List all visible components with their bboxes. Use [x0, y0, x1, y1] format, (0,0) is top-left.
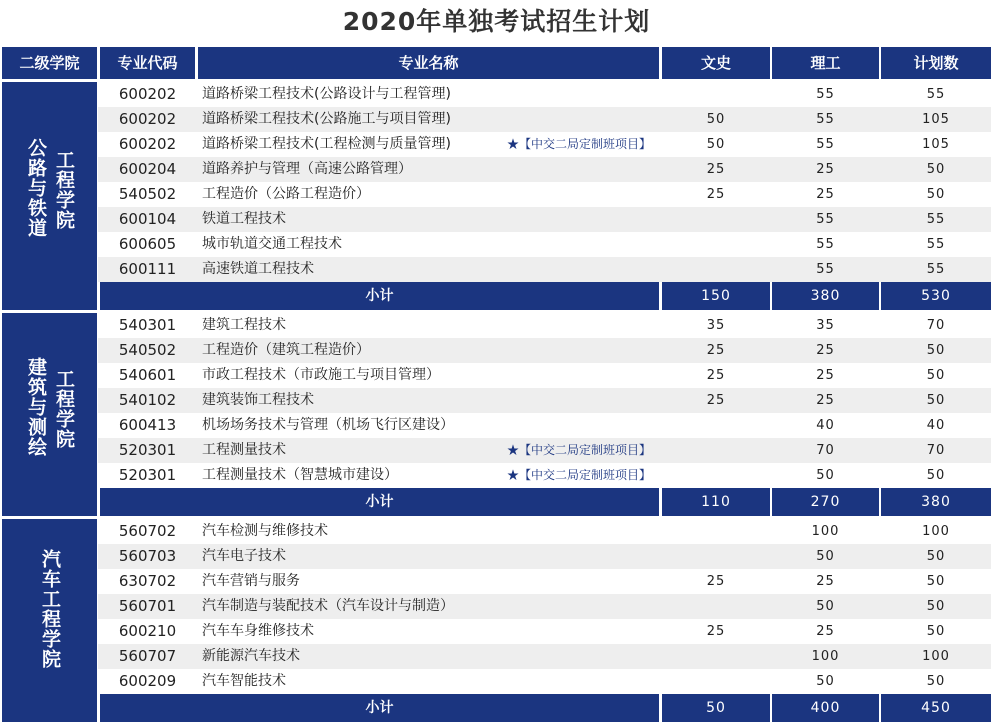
quota-wenshi: 25	[706, 393, 726, 408]
quota-total: 50	[926, 674, 946, 689]
table-row	[98, 207, 991, 232]
quota-wenshi	[662, 413, 770, 438]
major-name-text: 市政工程技术（市政施工与项目管理）	[202, 367, 440, 383]
quota-wenshi: 25	[706, 574, 726, 589]
major-code: 600605	[118, 235, 177, 253]
quota-ligong: 70	[816, 443, 835, 458]
major-name-text: 新能源汽车技术	[202, 648, 300, 664]
major-name	[202, 132, 657, 157]
quota-wenshi	[662, 232, 770, 257]
quota-wenshi	[662, 594, 770, 619]
table-row	[98, 363, 991, 388]
major-name-text: 汽车智能技术	[202, 673, 286, 689]
major-code: 560703	[118, 547, 177, 565]
major-code: 600202	[118, 135, 177, 153]
major-name	[202, 157, 657, 182]
major-code: 600202	[118, 110, 177, 128]
table-row	[98, 338, 991, 363]
subtotal-row	[98, 282, 991, 310]
major-code: 600204	[118, 160, 177, 178]
major-name-text: 建筑装饰工程技术	[202, 392, 314, 408]
table-body	[2, 82, 991, 722]
major-name-text: 高速铁道工程技术	[202, 261, 314, 277]
major-name-text: 汽车营销与服务	[202, 573, 300, 589]
table-row	[98, 438, 991, 463]
major-name-text: 工程测量技术	[202, 442, 286, 458]
quota-total: 50	[926, 574, 946, 589]
header-total: 计划数	[881, 47, 991, 79]
major-name-text: 机场场务技术与管理（机场飞行区建设）	[202, 417, 454, 433]
quota-total: 50	[926, 343, 946, 358]
header-code: 专业代码	[100, 47, 195, 79]
subtotal-wenshi: 110	[662, 488, 770, 516]
major-code: 540301	[118, 316, 177, 334]
major-code: 540601	[118, 366, 177, 384]
major-code: 600111	[118, 260, 177, 278]
subtotal-row	[98, 488, 991, 516]
quota-wenshi: 25	[706, 162, 726, 177]
quota-total: 105	[922, 137, 950, 152]
college-section	[2, 519, 991, 722]
major-name-text: 工程造价（建筑工程造价）	[202, 342, 370, 358]
quota-wenshi	[662, 644, 770, 669]
quota-total: 100	[922, 524, 950, 539]
major-code: 600202	[118, 85, 177, 103]
quota-total: 100	[922, 649, 950, 664]
major-code: 600413	[118, 416, 177, 434]
major-name-text: 铁道工程技术	[202, 211, 286, 227]
major-name-text: 城市轨道交通工程技术	[202, 236, 342, 252]
major-name-text: 道路桥梁工程技术(公路设计与工程管理)	[202, 86, 451, 102]
quota-wenshi	[662, 257, 770, 282]
quota-wenshi: 50	[706, 137, 726, 152]
major-name-text: 汽车电子技术	[202, 548, 286, 564]
quota-wenshi: 25	[706, 368, 726, 383]
major-name-text: 道路桥梁工程技术(公路施工与项目管理)	[202, 111, 451, 127]
table-row	[98, 313, 991, 338]
major-name-text: 建筑工程技术	[202, 317, 286, 333]
college-name-line1: 建筑与测绘	[25, 356, 47, 457]
major-code: 560701	[118, 597, 177, 615]
quota-ligong: 25	[816, 187, 835, 202]
major-name	[202, 669, 657, 694]
major-name	[202, 257, 657, 282]
table-row	[98, 388, 991, 413]
subtotal-total: 530	[881, 282, 991, 310]
major-name	[202, 232, 657, 257]
subtotal-ligong: 270	[772, 488, 879, 516]
quota-total: 50	[926, 187, 946, 202]
college-cell	[2, 313, 97, 516]
quota-ligong: 35	[816, 318, 835, 333]
major-name	[202, 644, 657, 669]
college-cell	[2, 519, 97, 722]
quota-total: 70	[926, 318, 946, 333]
table-row	[98, 132, 991, 157]
quota-ligong: 50	[816, 599, 835, 614]
major-name	[202, 438, 657, 463]
subtotal-total: 450	[881, 694, 991, 722]
major-name	[202, 544, 657, 569]
major-name	[202, 338, 657, 363]
quota-total: 55	[926, 87, 946, 102]
quota-wenshi	[662, 463, 770, 488]
major-name	[202, 107, 657, 132]
quota-wenshi: 35	[706, 318, 726, 333]
major-name-text: 汽车车身维修技术	[202, 623, 314, 639]
college-name-line2: 工程学院	[53, 150, 75, 230]
quota-ligong: 25	[816, 393, 835, 408]
table-row	[98, 644, 991, 669]
quota-total: 55	[926, 212, 946, 227]
subtotal-ligong: 380	[772, 282, 879, 310]
quota-ligong: 50	[816, 468, 835, 483]
quota-ligong: 55	[816, 112, 835, 127]
quota-ligong: 25	[816, 574, 835, 589]
major-name	[202, 82, 657, 107]
enrollment-table	[2, 47, 991, 722]
quota-ligong: 25	[816, 343, 835, 358]
table-row	[98, 232, 991, 257]
quota-ligong: 55	[816, 137, 835, 152]
page-title: 2020年单独考试招生计划	[342, 7, 651, 36]
quota-ligong: 55	[816, 212, 835, 227]
table-row	[98, 569, 991, 594]
quota-total: 55	[926, 237, 946, 252]
major-name	[202, 413, 657, 438]
table-row	[98, 519, 991, 544]
quota-total: 50	[926, 624, 946, 639]
custom-class-tag: ★【中交二局定制班项目】	[506, 468, 651, 482]
major-name	[202, 388, 657, 413]
quota-ligong: 40	[816, 418, 835, 433]
major-name	[202, 182, 657, 207]
table-row	[98, 413, 991, 438]
major-code: 600104	[118, 210, 177, 228]
major-code: 520301	[118, 441, 177, 459]
subtotal-label: 小计	[100, 282, 659, 310]
table-row	[98, 544, 991, 569]
header-ligong: 理工	[772, 47, 879, 79]
quota-total: 50	[926, 468, 946, 483]
table-row	[98, 594, 991, 619]
quota-total: 70	[926, 443, 946, 458]
college-section	[2, 82, 991, 310]
major-name	[202, 519, 657, 544]
quota-wenshi	[662, 669, 770, 694]
table-row	[98, 669, 991, 694]
college-section	[2, 313, 991, 516]
table-row	[98, 619, 991, 644]
major-name-text: 道路养护与管理（高速公路管理）	[202, 161, 412, 177]
quota-ligong: 50	[816, 674, 835, 689]
subtotal-ligong: 400	[772, 694, 879, 722]
quota-total: 50	[926, 162, 946, 177]
table-row	[98, 182, 991, 207]
subtotal-label: 小计	[100, 694, 659, 722]
quota-total: 50	[926, 599, 946, 614]
major-name	[202, 594, 657, 619]
table-header	[2, 47, 991, 79]
major-code: 520301	[118, 466, 177, 484]
major-name-text: 汽车制造与装配技术（汽车设计与制造）	[202, 598, 454, 614]
quota-total: 105	[922, 112, 950, 127]
quota-total: 55	[926, 262, 946, 277]
major-code: 540502	[118, 341, 177, 359]
major-code: 540102	[118, 391, 177, 409]
quota-ligong: 55	[816, 87, 835, 102]
subtotal-row	[98, 694, 991, 722]
quota-ligong: 25	[816, 368, 835, 383]
major-code: 540502	[118, 185, 177, 203]
quota-wenshi	[662, 207, 770, 232]
major-code: 600209	[118, 672, 177, 690]
quota-wenshi	[662, 82, 770, 107]
quota-ligong: 100	[811, 524, 840, 539]
quota-ligong: 50	[816, 549, 835, 564]
quota-total: 50	[926, 393, 946, 408]
college-name: 汽车工程学院	[39, 548, 61, 669]
quota-wenshi: 25	[706, 343, 726, 358]
custom-class-tag: ★【中交二局定制班项目】	[506, 443, 651, 457]
major-name-text: 道路桥梁工程技术(工程检测与质量管理)	[202, 136, 451, 152]
quota-wenshi: 25	[706, 187, 726, 202]
major-code: 600210	[118, 622, 177, 640]
major-name-text: 汽车检测与维修技术	[202, 523, 328, 539]
quota-wenshi	[662, 519, 770, 544]
header-name: 专业名称	[198, 47, 659, 79]
major-code: 560707	[118, 647, 177, 665]
major-code: 560702	[118, 522, 177, 540]
quota-ligong: 55	[816, 262, 835, 277]
major-name	[202, 569, 657, 594]
quota-wenshi: 25	[706, 624, 726, 639]
quota-wenshi	[662, 438, 770, 463]
quota-wenshi: 50	[706, 112, 726, 127]
table-row	[98, 82, 991, 107]
major-name-text: 工程造价（公路工程造价）	[202, 186, 370, 202]
subtotal-wenshi: 50	[662, 694, 770, 722]
quota-ligong: 100	[811, 649, 840, 664]
college-cell	[2, 82, 97, 310]
college-name-line1: 公路与铁道	[25, 138, 47, 238]
quota-total: 50	[926, 549, 946, 564]
major-name	[202, 363, 657, 388]
college-name-line2: 工程学院	[53, 368, 75, 449]
major-name	[202, 619, 657, 644]
table-row	[98, 157, 991, 182]
quota-ligong: 25	[816, 624, 835, 639]
subtotal-wenshi: 150	[662, 282, 770, 310]
quota-total: 50	[926, 368, 946, 383]
major-name	[202, 207, 657, 232]
table-row	[98, 463, 991, 488]
custom-class-tag: ★【中交二局定制班项目】	[506, 137, 651, 151]
major-code: 630702	[118, 572, 177, 590]
table-row	[98, 257, 991, 282]
header-college: 二级学院	[2, 47, 97, 79]
header-wenshi: 文史	[662, 47, 770, 79]
quota-ligong: 55	[816, 237, 835, 252]
major-name-text: 工程测量技术（智慧城市建设）	[202, 467, 398, 483]
major-name	[202, 313, 657, 338]
subtotal-label: 小计	[100, 488, 659, 516]
table-row	[98, 107, 991, 132]
subtotal-total: 380	[881, 488, 991, 516]
major-name	[202, 463, 657, 488]
quota-total: 40	[926, 418, 946, 433]
quota-ligong: 25	[816, 162, 835, 177]
quota-wenshi	[662, 544, 770, 569]
